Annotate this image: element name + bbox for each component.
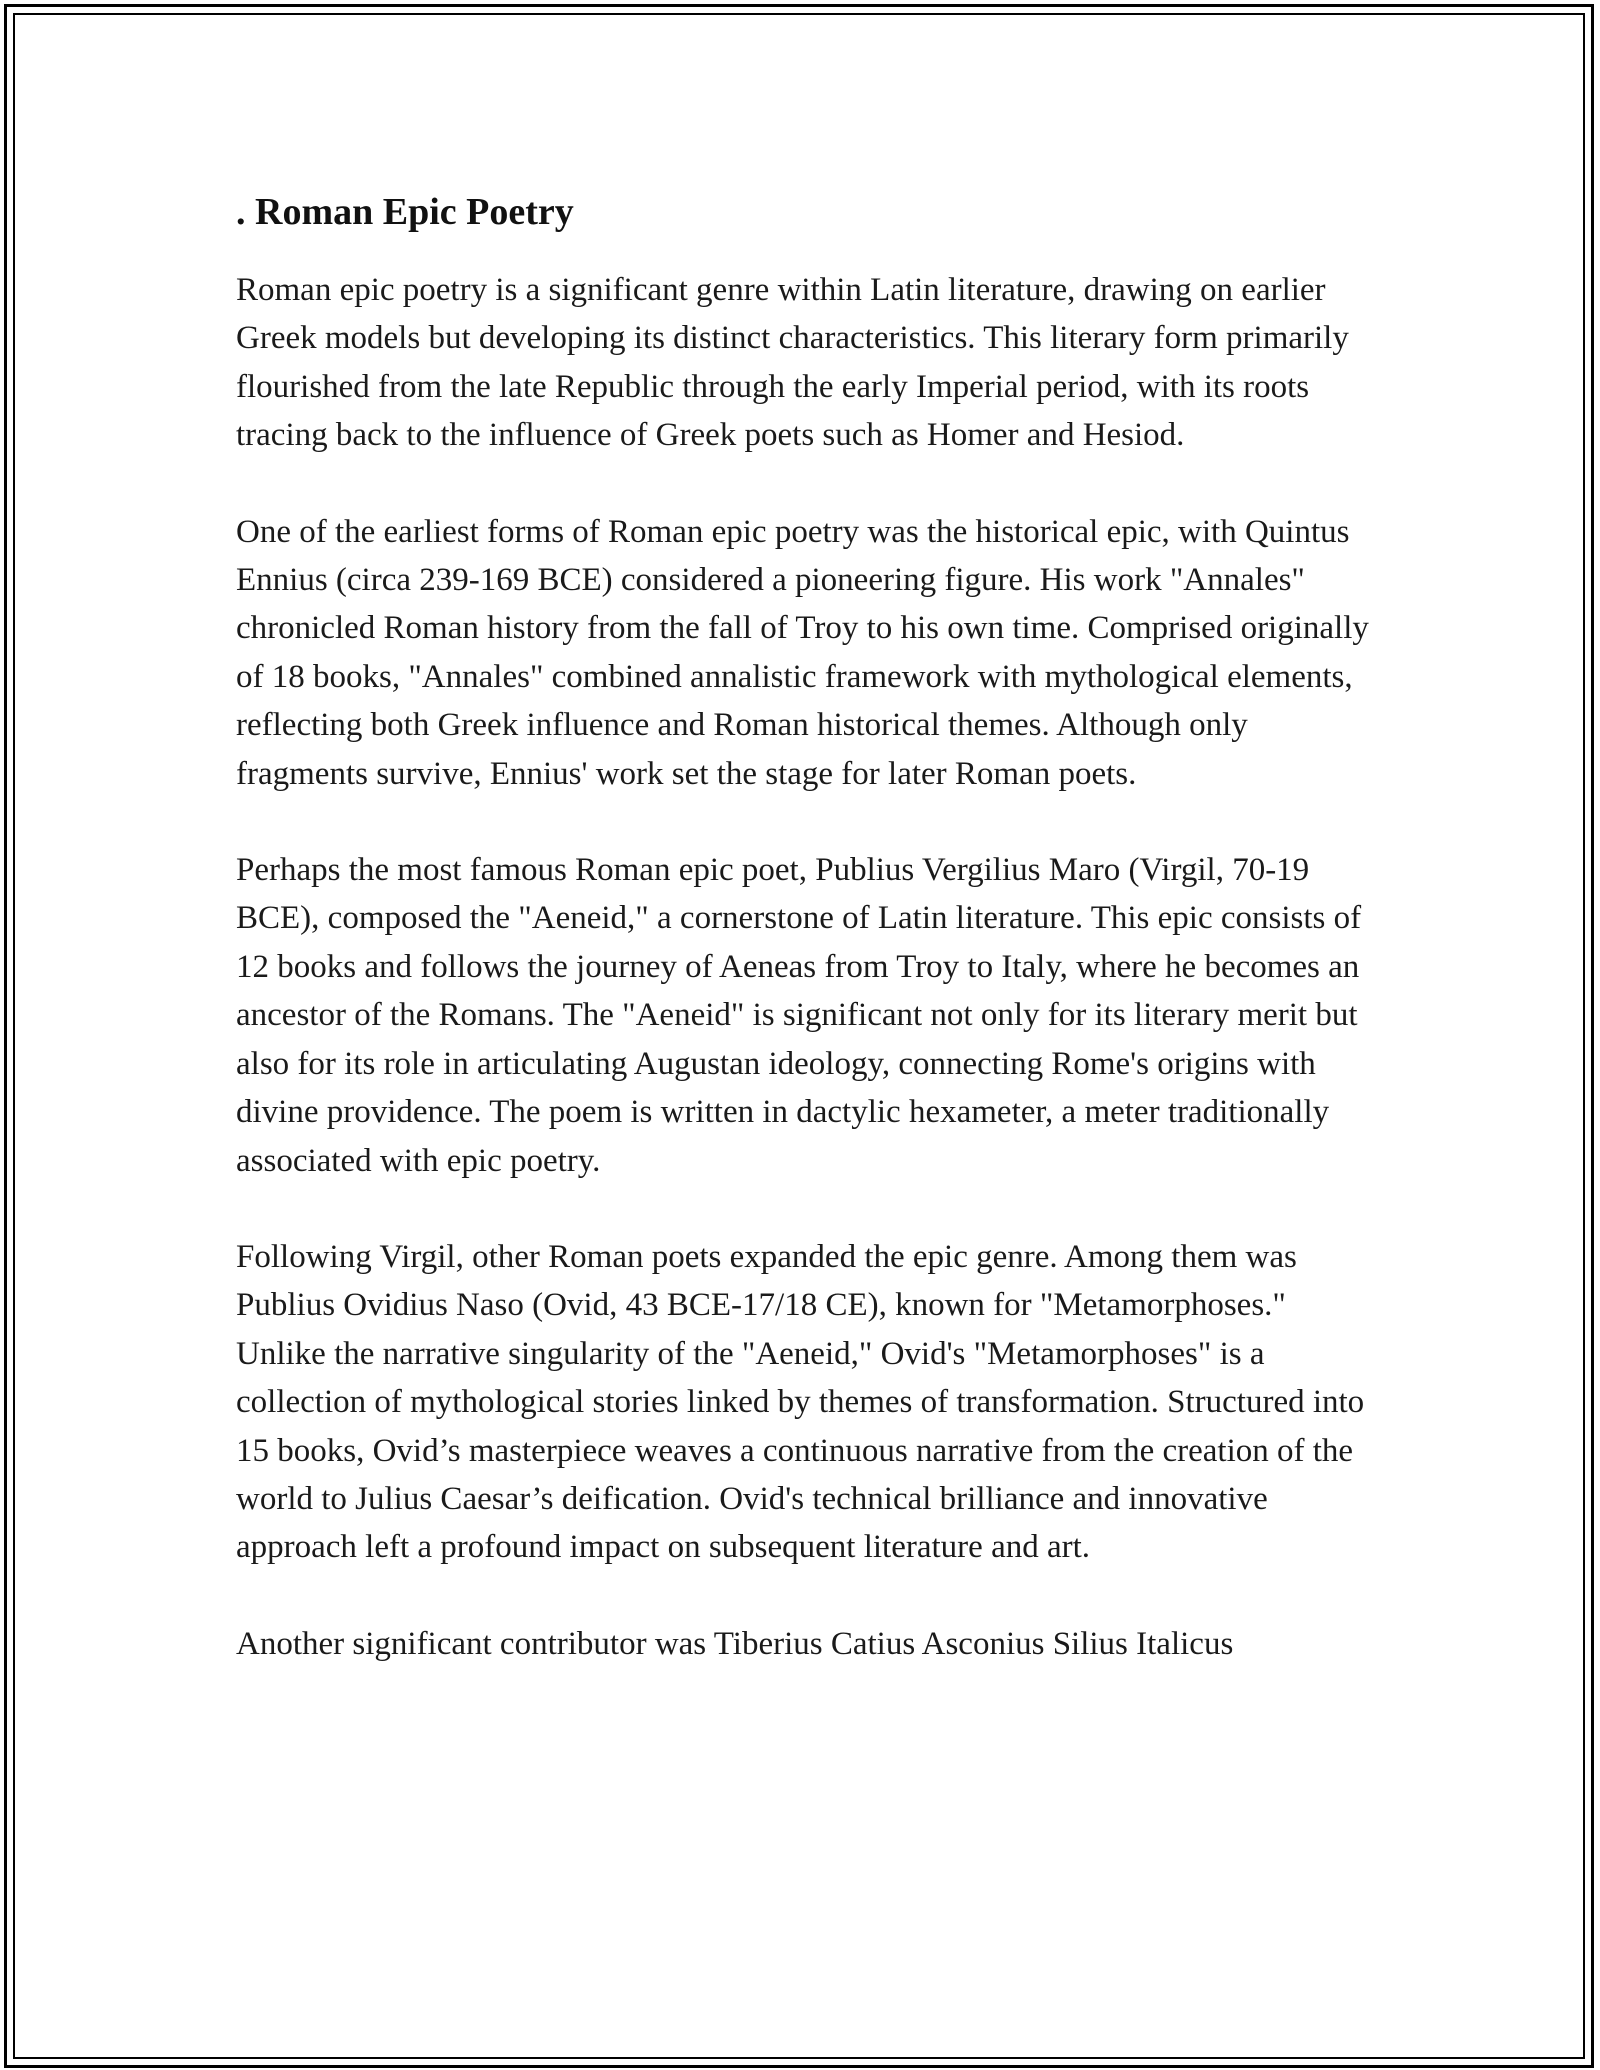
section-title: . Roman Epic Poetry xyxy=(236,191,574,233)
paragraph-virgil: Perhaps the most famous Roman epic poet, Publius Vergilius Maro (Virgil, 70-19 BCE), composed the "Aeneid," a cornerstone of Latin literature. This epic consists of 12 books and follows the journey of Aeneas from Troy to Italy, where he becomes an ancestor of the Romans. The "Aeneid" is significant not only for its literary merit but also for its role in articulating Augustan ideology, connecting Rome's origins with divine providence. The poem is written in dactylic hexameter, a meter traditionally associated with epic poetry. xyxy=(236,852,1362,1179)
paragraph-ovid: Following Virgil, other Roman poets expanded the epic genre. Among them was Publius Ovidius Naso (Ovid, 43 BCE-17/18 CE), known for "Metamorphoses." Unlike the narrative singularity of the "Aeneid," Ovid's "Metamorphoses" is a collection of mythological stories linked by themes of transformation. Structured into 15 books, Ovid’s masterpiece weaves a continuous narrative from the creation of the world to Julius Caesar’s deification. Ovid's technical brilliance and innovative approach left a profound impact on subsequent literature and art. xyxy=(236,1238,1365,1566)
document-body xyxy=(236,186,1376,1716)
paragraph-intro: Roman epic poetry is a significant genre within Latin literature, drawing on earlier Greek models but developing its distinct characteristics. This literary form primarily flourished from the late Republic through the early Imperial period, with its roots tracing back to the influence of Greek poets such as Homer and Hesiod. xyxy=(236,272,1349,454)
paragraph-ennius: One of the earliest forms of Roman epic poetry was the historical epic, with Quintus Ennius (circa 239-169 BCE) considered a pioneering figure. His work "Annales" chronicled Roman history from the fall of Troy to his own time. Comprised originally of 18 books, "Annales" combined annalistic framework with mythological elements, reflecting both Greek influence and Roman historical themes. Although only fragments survive, Ennius' work set the stage for later Roman poets. xyxy=(236,513,1369,792)
paragraph-silius: Another significant contributor was Tiberius Catius Asconius Silius Italicus xyxy=(236,1625,1234,1662)
